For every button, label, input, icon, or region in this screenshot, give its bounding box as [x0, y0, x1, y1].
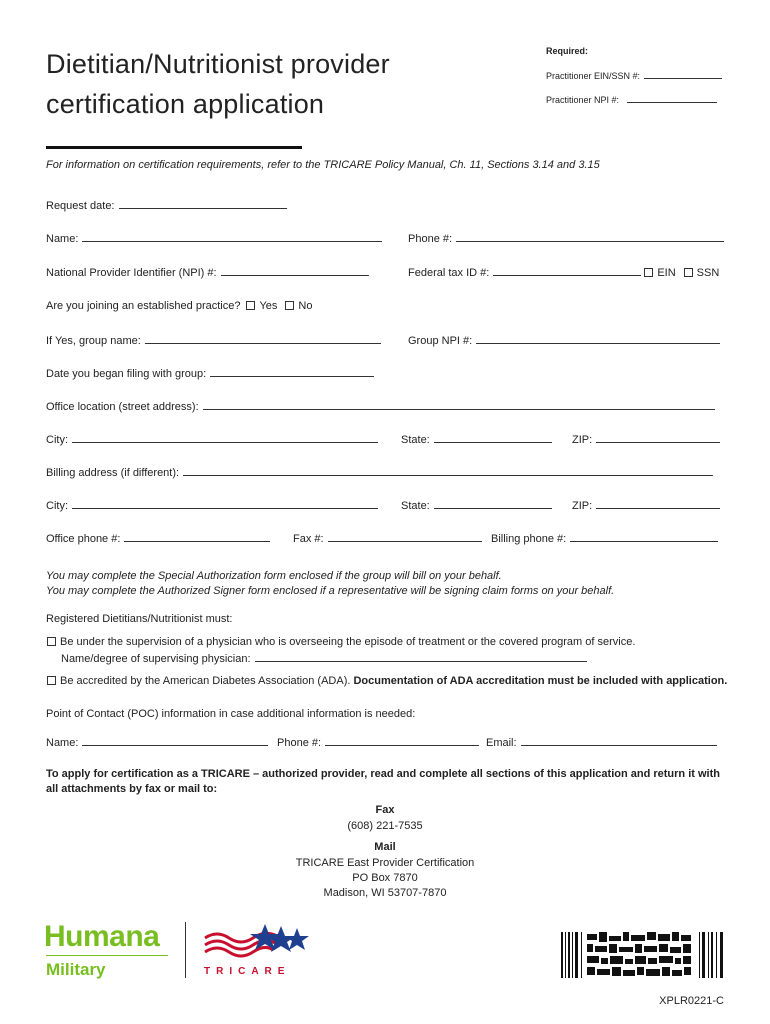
billing-city-label: City:	[46, 500, 68, 512]
authorized-signer-note: You may complete the Authorized Signer form enclosed if a representative will be signing claim forms on your behalf.	[46, 585, 615, 597]
date-began-label: Date you began filing with group:	[46, 368, 207, 380]
city-field[interactable]	[46, 432, 378, 446]
npi-field[interactable]	[46, 265, 369, 279]
office-location-input[interactable]	[203, 399, 715, 410]
poc-name-input[interactable]	[82, 735, 268, 746]
name-input[interactable]	[82, 231, 382, 242]
poc-email-input[interactable]	[521, 735, 717, 746]
poc-phone-label: Phone #:	[277, 737, 322, 749]
group-npi-field[interactable]	[408, 333, 720, 347]
group-npi-label: Group NPI #:	[408, 335, 473, 347]
billing-address-label: Billing address (if different):	[46, 467, 180, 479]
city-label: City:	[46, 434, 68, 446]
poc-phone-input[interactable]	[325, 735, 479, 746]
request-date-input[interactable]	[119, 198, 287, 209]
office-phone-field[interactable]	[46, 531, 270, 545]
date-began-input[interactable]	[210, 366, 374, 377]
yes-checkbox[interactable]	[246, 301, 255, 310]
document-id: XPLR0221-C	[659, 995, 724, 1007]
fax-input[interactable]	[328, 531, 482, 542]
poc-phone-field[interactable]	[277, 735, 479, 749]
billing-phone-input[interactable]	[570, 531, 718, 542]
city-input[interactable]	[72, 432, 378, 443]
practitioner-npi-label: Practitioner NPI #:	[546, 95, 620, 105]
poc-email-field[interactable]	[486, 735, 717, 749]
billing-state-input[interactable]	[434, 498, 552, 509]
state-label: State:	[401, 434, 430, 446]
ada-checkbox[interactable]	[47, 676, 56, 685]
zip-field[interactable]	[572, 432, 720, 446]
supervision-checkbox[interactable]	[47, 637, 56, 646]
zip-label: ZIP:	[572, 434, 593, 446]
billing-address-input[interactable]	[183, 465, 713, 476]
poc-email-label: Email:	[486, 737, 517, 749]
federal-tax-id-label: Federal tax ID #:	[408, 267, 490, 279]
supervision-text: Be under the supervision of a physician who is overseeing the episode of treatment or the covered program of service.	[60, 636, 636, 648]
title-underline	[46, 146, 302, 149]
group-name-input[interactable]	[145, 333, 381, 344]
humana-logo-rule	[46, 955, 168, 956]
humana-military-label: Military	[46, 960, 106, 979]
supervising-physician-label: Name/degree of supervising physician:	[61, 653, 251, 665]
phone-label: Phone #:	[408, 233, 453, 245]
ein-ssn-label: Practitioner EIN/SSN #:	[546, 71, 641, 81]
no-checkbox[interactable]	[285, 301, 294, 310]
intro-note: For information on certification requirements, refer to the TRICARE Policy Manual, Ch. 11, Sections 3.14 and 3.15	[46, 159, 600, 171]
fax-number: (608) 221-7535	[347, 820, 423, 832]
required-label: Required:	[546, 46, 589, 56]
ein-ssn-field[interactable]	[546, 70, 722, 81]
billing-city-field[interactable]	[46, 498, 378, 512]
billing-city-input[interactable]	[72, 498, 378, 509]
billing-address-field[interactable]	[46, 465, 713, 479]
poc-heading: Point of Contact (POC) information in case additional information is needed:	[46, 708, 416, 720]
office-location-label: Office location (street address):	[46, 401, 199, 413]
office-phone-input[interactable]	[124, 531, 270, 542]
fax-heading: Fax	[375, 804, 395, 816]
npi-label: National Provider Identifier (NPI) #:	[46, 267, 217, 279]
npi-input[interactable]	[221, 265, 369, 276]
ein-label: EIN	[657, 267, 676, 279]
supervision-requirement[interactable]	[44, 636, 635, 648]
page-title	[46, 44, 390, 124]
title-line-2: certification application	[46, 89, 325, 119]
no-label: No	[298, 300, 313, 312]
billing-zip-input[interactable]	[596, 498, 720, 509]
group-name-label: If Yes, group name:	[46, 335, 141, 347]
date-began-field[interactable]	[46, 366, 374, 380]
ada-requirement[interactable]	[44, 675, 727, 687]
office-location-field[interactable]	[46, 399, 715, 413]
request-date-field[interactable]	[46, 198, 287, 212]
federal-tax-id-input[interactable]	[493, 265, 641, 276]
fax-field[interactable]	[293, 531, 482, 545]
mail-line-1: TRICARE East Provider Certification	[295, 857, 475, 869]
state-input[interactable]	[434, 432, 552, 443]
ssn-label: SSN	[696, 267, 720, 279]
logo-separator	[185, 922, 186, 978]
supervising-physician-field[interactable]	[61, 651, 587, 665]
billing-zip-field[interactable]	[572, 498, 720, 512]
billing-state-field[interactable]	[401, 498, 552, 512]
group-npi-input[interactable]	[476, 333, 720, 344]
practitioner-npi-input[interactable]	[627, 94, 717, 103]
group-name-field[interactable]	[46, 333, 381, 347]
ein-checkbox[interactable]	[644, 268, 653, 277]
billing-zip-label: ZIP:	[572, 500, 593, 512]
billing-phone-label: Billing phone #:	[491, 533, 567, 545]
mail-line-3: Madison, WI 53707-7870	[323, 887, 447, 899]
billing-state-label: State:	[401, 500, 430, 512]
name-label: Name:	[46, 233, 79, 245]
request-date-label: Request date:	[46, 200, 115, 212]
ada-documentation-text: Documentation of ADA accreditation must be included with application.	[353, 675, 728, 687]
established-practice-question	[46, 300, 312, 312]
ada-text: Be accredited by the American Diabetes Association (ADA).	[60, 675, 351, 687]
humana-logo: Humana	[44, 920, 160, 953]
yes-label: Yes	[259, 300, 278, 312]
title-line-1: Dietitian/Nutritionist provider	[46, 49, 390, 79]
ssn-checkbox[interactable]	[684, 268, 693, 277]
instructions-line-1: To apply for certification as a TRICARE – authorized provider, read and complete all sections of this application and return it with	[46, 768, 720, 780]
poc-name-field[interactable]	[46, 735, 268, 749]
name-field[interactable]	[46, 231, 382, 245]
tricare-logo-icon	[203, 920, 311, 966]
office-phone-label: Office phone #:	[46, 533, 121, 545]
federal-tax-id-field[interactable]	[408, 265, 719, 279]
phone-input[interactable]	[456, 231, 724, 242]
mail-heading: Mail	[374, 841, 396, 853]
supervising-physician-input[interactable]	[255, 651, 587, 662]
zip-input[interactable]	[596, 432, 720, 443]
billing-phone-field[interactable]	[491, 531, 718, 545]
established-practice-label: Are you joining an established practice?	[46, 300, 241, 312]
fax-label: Fax #:	[293, 533, 324, 545]
poc-name-label: Name:	[46, 737, 79, 749]
special-authorization-note: You may complete the Special Authorization form enclosed if the group will bill on your behalf.	[46, 570, 502, 582]
mail-line-2: PO Box 7870	[352, 872, 418, 884]
instructions-line-2: all attachments by fax or mail to:	[46, 783, 218, 795]
practitioner-npi-field[interactable]	[546, 94, 717, 105]
state-field[interactable]	[401, 432, 552, 446]
requirements-heading: Registered Dietitians/Nutritionist must:	[46, 613, 233, 625]
phone-field[interactable]	[408, 231, 724, 245]
barcode-icon	[561, 932, 723, 978]
tricare-wordmark: TRICARE	[204, 966, 291, 977]
ein-ssn-input[interactable]	[644, 70, 722, 79]
